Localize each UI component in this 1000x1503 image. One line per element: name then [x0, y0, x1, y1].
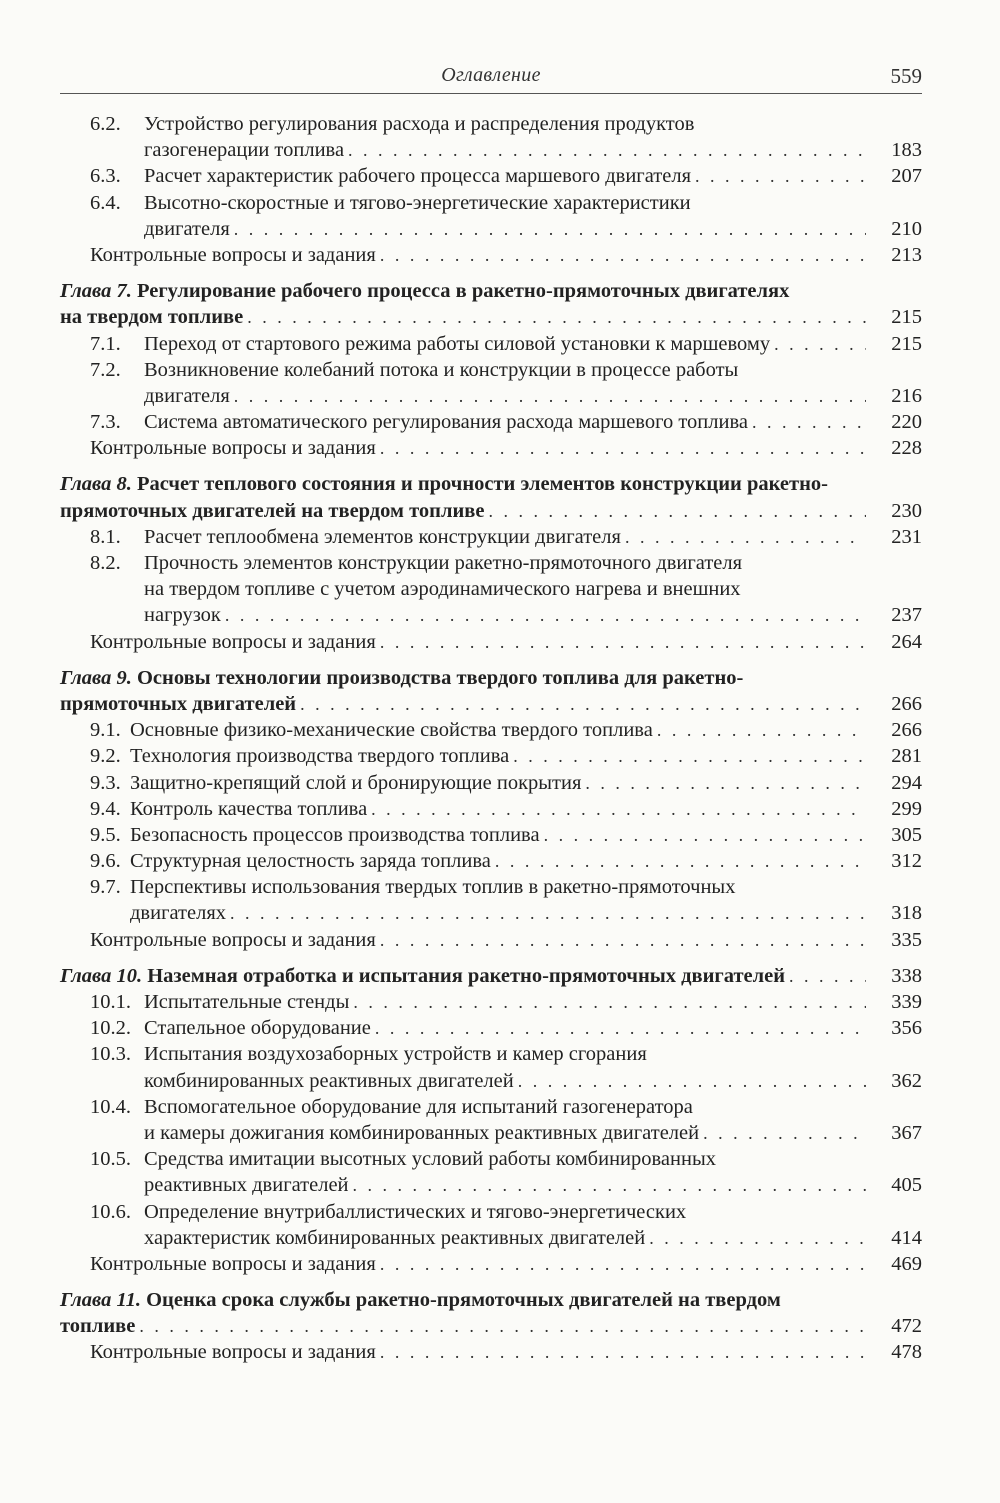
section-number: 8.2.	[90, 552, 121, 574]
page-ref: 210	[891, 217, 922, 240]
section-title: Структурная целостность заряда топлива	[130, 850, 491, 873]
toc-entry-continuation[interactable]	[60, 900, 922, 926]
toc-entry[interactable]	[60, 409, 922, 435]
section-number: 9.4.	[90, 797, 121, 820]
section-title-cont: комбинированных реактивных двигателей	[144, 1069, 514, 1092]
toc-entry-questions[interactable]	[60, 435, 922, 461]
section-title: Переход от стартового режима работы силовой установки к маршевому	[144, 332, 771, 355]
toc-entry[interactable]	[60, 1094, 922, 1120]
toc-entry[interactable]	[60, 1015, 922, 1041]
toc-chapter-continuation[interactable]	[60, 691, 922, 717]
dot-leader	[230, 900, 866, 926]
chapter-title: Расчет теплового состояния и прочности элементов конструкции ракетно-	[136, 473, 828, 496]
page-ref: 305	[891, 823, 922, 846]
section-number: 9.5.	[90, 823, 121, 846]
page-ref: 414	[891, 1226, 922, 1249]
toc-entry[interactable]	[60, 874, 922, 900]
section-title: Система автоматического регулирования расхода маршевого топлива	[144, 411, 748, 434]
section-title-cont: характеристик комбинированных реактивных двигателей	[144, 1226, 646, 1249]
section-number: 6.4.	[90, 191, 121, 214]
section-number: 10.2.	[90, 1017, 131, 1040]
section-title-cont: на твердом топливе с учетом аэродинамического нагрева и внешних	[144, 578, 741, 601]
dot-leader	[380, 1339, 866, 1365]
toc-entry-continuation[interactable]	[60, 1120, 922, 1146]
dot-leader	[225, 602, 866, 628]
toc-entry[interactable]	[60, 550, 922, 576]
toc-entry-continuation[interactable]	[60, 576, 922, 602]
page-ref: 230	[891, 499, 922, 522]
chapter-label: Глава 10.	[60, 964, 143, 987]
page-ref: 356	[891, 1017, 922, 1040]
section-title-cont: и камеры дожигания комбинированных реактивных двигателей	[144, 1121, 700, 1144]
questions-title: Контрольные вопросы и задания	[90, 1252, 376, 1275]
toc-entry[interactable]	[60, 357, 922, 383]
dot-leader	[380, 927, 866, 953]
section-title-cont: двигателя	[144, 384, 230, 407]
toc-entry[interactable]	[60, 848, 922, 874]
section-title: Расчет характеристик рабочего процесса маршевого двигателя	[144, 165, 691, 188]
dot-leader	[234, 216, 866, 242]
toc-chapter[interactable]	[60, 963, 922, 989]
toc-entry-continuation[interactable]	[60, 216, 922, 242]
dot-leader	[371, 796, 866, 822]
toc-entry-continuation[interactable]	[60, 1172, 922, 1198]
toc-entry[interactable]	[60, 770, 922, 796]
section-title-cont: газогенерации топлива	[144, 139, 345, 162]
toc-chapter[interactable]	[60, 1287, 922, 1313]
page-ref: 318	[891, 902, 922, 925]
toc-entry[interactable]	[60, 717, 922, 743]
toc-chapter[interactable]	[60, 665, 922, 691]
toc-entry-continuation[interactable]	[60, 137, 922, 163]
dot-leader	[139, 1313, 866, 1339]
dot-leader	[513, 743, 866, 769]
toc-entry[interactable]	[60, 163, 922, 189]
section-title-cont: двигателя	[144, 217, 230, 240]
toc-entry[interactable]	[60, 1199, 922, 1225]
page-ref: 335	[891, 928, 922, 951]
toc-entry-questions[interactable]	[60, 927, 922, 953]
section-title: Возникновение колебаний потока и конструкции в процессе работы	[144, 358, 739, 381]
page-ref: 367	[891, 1121, 922, 1144]
page-ref: 299	[891, 797, 922, 820]
dot-leader	[695, 163, 866, 189]
section-number: 10.3.	[90, 1043, 131, 1066]
dot-leader	[789, 963, 866, 989]
dot-leader	[495, 848, 866, 874]
dot-leader	[703, 1120, 866, 1146]
section-title: Перспективы использования твердых топлив в ракетно-прямоточных	[130, 876, 736, 899]
dot-leader	[234, 383, 866, 409]
dot-leader	[300, 691, 866, 717]
chapter-label: Глава 11.	[60, 1289, 141, 1312]
section-number: 10.4.	[90, 1095, 131, 1118]
page-ref: 338	[891, 964, 922, 987]
chapter-title-cont: топливе	[60, 1315, 136, 1338]
section-title: Прочность элементов конструкции ракетно-прямоточного двигателя	[144, 552, 743, 574]
section-number: 9.3.	[90, 771, 121, 794]
page-ref: 215	[891, 306, 922, 329]
page-ref: 281	[891, 745, 922, 768]
toc-entry-continuation[interactable]	[60, 383, 922, 409]
toc-entry-continuation[interactable]	[60, 1225, 922, 1251]
toc-entry[interactable]	[60, 331, 922, 357]
toc-entry[interactable]	[60, 1041, 922, 1067]
section-number: 7.3.	[90, 411, 121, 434]
chapter-title: Наземная отработка и испытания ракетно-прямоточных двигателей	[147, 964, 786, 987]
toc-chapter[interactable]	[60, 278, 922, 304]
dot-leader	[585, 770, 866, 796]
page-ref: 294	[891, 771, 922, 794]
page-ref: 266	[891, 719, 922, 742]
page-ref: 220	[891, 411, 922, 434]
dot-leader	[380, 1251, 866, 1277]
section-number: 6.3.	[90, 165, 121, 188]
dot-leader	[649, 1225, 866, 1251]
questions-title: Контрольные вопросы и задания	[90, 1341, 376, 1364]
dot-leader	[380, 242, 866, 268]
page-ref: 215	[891, 332, 922, 355]
toc-entry[interactable]	[60, 743, 922, 769]
dot-leader	[518, 1068, 866, 1094]
chapter-title-cont: прямоточных двигателей на твердом топливе	[60, 499, 485, 522]
section-number: 9.2.	[90, 745, 121, 768]
toc-entry-continuation[interactable]	[60, 602, 922, 628]
questions-title: Контрольные вопросы и задания	[90, 243, 376, 266]
toc-entry-questions[interactable]	[60, 1339, 922, 1365]
section-title-cont: нагрузок	[144, 604, 221, 627]
section-number: 9.7.	[90, 876, 121, 899]
page-ref: 472	[891, 1315, 922, 1338]
page-ref: 339	[891, 991, 922, 1013]
page-ref: 469	[891, 1252, 922, 1275]
dot-leader	[353, 1172, 866, 1198]
toc-entry-questions[interactable]	[60, 242, 922, 268]
toc-chapter[interactable]	[60, 471, 922, 497]
section-number: 7.2.	[90, 358, 121, 381]
page-header	[60, 58, 922, 94]
chapter-title-cont: прямоточных двигателей	[60, 692, 297, 715]
dot-leader	[774, 331, 866, 357]
dot-leader	[353, 989, 866, 1015]
toc-entry[interactable]	[60, 190, 922, 216]
chapter-title: Оценка срока службы ракетно-прямоточных двигателей на твердом	[146, 1289, 781, 1312]
dot-leader	[380, 629, 866, 655]
dot-leader	[752, 409, 866, 435]
section-number: 9.6.	[90, 850, 121, 873]
page-ref: 231	[891, 525, 922, 548]
page-ref: 237	[891, 604, 922, 627]
chapter-title: Регулирование рабочего процесса в ракетно-прямоточных двигателях	[136, 280, 790, 303]
section-title: Технология производства твердого топлива	[130, 745, 510, 768]
page-ref: 207	[891, 165, 922, 188]
section-title: Вспомогательное оборудование для испытаний газогенератора	[144, 1095, 693, 1118]
toc-entry[interactable]	[60, 111, 922, 137]
section-title: Средства имитации высотных условий работы комбинированных	[144, 1148, 716, 1171]
toc-entry[interactable]	[60, 822, 922, 848]
page-ref: 213	[891, 243, 922, 266]
running-title: Оглавление	[441, 64, 541, 86]
dot-leader	[348, 137, 866, 163]
section-number: 6.2.	[90, 113, 121, 135]
questions-title: Контрольные вопросы и задания	[90, 630, 376, 653]
chapter-title: Основы технологии производства твердого топлива для ракетно-	[136, 666, 744, 689]
section-title: Испытания воздухозаборных устройств и камер сгорания	[144, 1043, 647, 1066]
page-number: 559	[890, 64, 922, 88]
section-title: Основные физико-механические свойства твердого топлива	[130, 719, 653, 742]
dot-leader	[657, 717, 866, 743]
page-ref: 405	[891, 1174, 922, 1197]
toc-chapter-continuation[interactable]	[60, 498, 922, 524]
header-rule	[60, 93, 922, 94]
dot-leader	[544, 822, 866, 848]
questions-title: Контрольные вопросы и задания	[90, 928, 376, 951]
toc-entry[interactable]	[60, 796, 922, 822]
toc-entry-questions[interactable]	[60, 629, 922, 655]
section-title: Устройство регулирования расхода и распределения продуктов	[144, 113, 695, 135]
dot-leader	[247, 304, 866, 330]
section-number: 7.1.	[90, 332, 121, 355]
dot-leader	[625, 524, 866, 550]
chapter-label: Глава 8.	[60, 473, 132, 496]
section-title-cont: двигателях	[130, 902, 227, 925]
toc-entry-continuation[interactable]	[60, 1068, 922, 1094]
section-number: 10.5.	[90, 1148, 131, 1171]
toc-entry[interactable]	[60, 1146, 922, 1172]
section-title: Расчет теплообмена элементов конструкции двигателя	[144, 525, 621, 548]
toc-entry[interactable]	[60, 524, 922, 550]
section-title: Высотно-скоростные и тягово-энергетические характеристики	[144, 191, 691, 214]
section-number: 9.1.	[90, 719, 121, 742]
chapter-label: Глава 9.	[60, 666, 132, 689]
section-number: 10.6.	[90, 1200, 131, 1223]
toc-chapter-continuation[interactable]	[60, 1313, 922, 1339]
chapter-title-cont: на твердом топливе	[60, 306, 244, 329]
section-title: Испытательные стенды	[144, 991, 350, 1013]
dot-leader	[488, 498, 866, 524]
page-ref: 312	[891, 850, 922, 873]
page-ref: 264	[891, 630, 922, 653]
chapter-label: Глава 7.	[60, 280, 132, 303]
questions-title: Контрольные вопросы и задания	[90, 437, 376, 460]
page-ref: 478	[891, 1341, 922, 1364]
section-title: Контроль качества топлива	[130, 797, 368, 820]
page-ref: 216	[891, 384, 922, 407]
toc-entry[interactable]	[60, 989, 922, 1015]
page-ref: 266	[891, 692, 922, 715]
toc-entry-questions[interactable]	[60, 1251, 922, 1277]
dot-leader	[380, 435, 866, 461]
section-number: 8.1.	[90, 525, 121, 548]
section-title-cont: реактивных двигателей	[144, 1174, 349, 1197]
section-title: Защитно-крепящий слой и бронирующие покрытия	[130, 771, 582, 794]
page-ref: 362	[891, 1069, 922, 1092]
page-ref: 183	[891, 139, 922, 162]
section-title: Определение внутрибаллистических и тягово-энергетических	[144, 1200, 687, 1223]
toc-chapter-continuation[interactable]	[60, 304, 922, 330]
section-title: Стапельное оборудование	[144, 1017, 371, 1040]
section-title: Безопасность процессов производства топлива	[130, 823, 540, 846]
section-number: 10.1.	[90, 991, 131, 1013]
dot-leader	[375, 1015, 866, 1041]
page-ref: 228	[891, 437, 922, 460]
table-of-contents	[60, 111, 922, 1366]
